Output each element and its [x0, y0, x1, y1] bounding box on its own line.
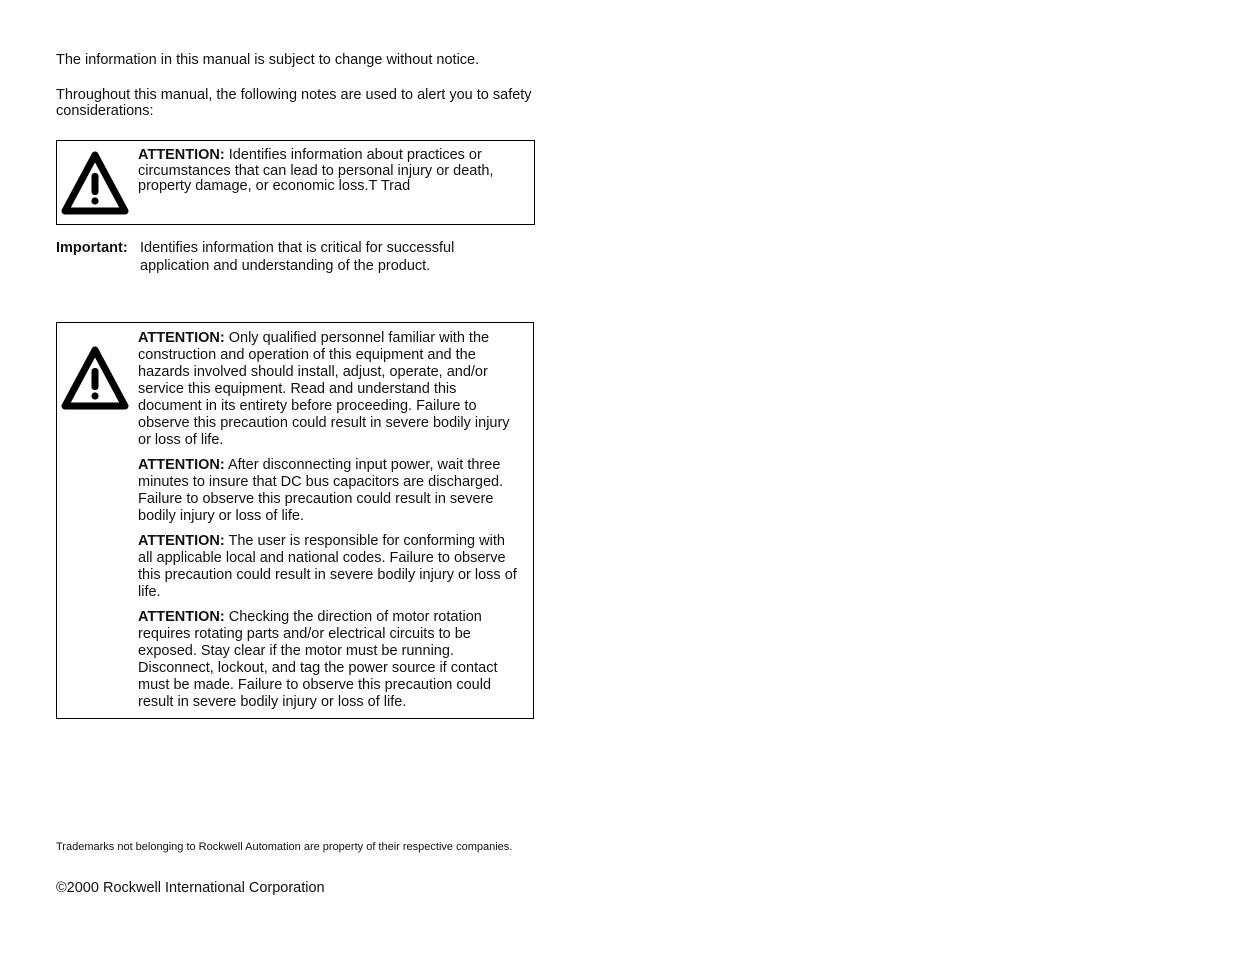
attention-definition-text: [138, 148, 518, 195]
attention-label: ATTENTION:: [138, 457, 225, 473]
attention-label: ATTENTION:: [138, 147, 225, 163]
attention-definition-body: Identifies information about practices or circumstances that can lead to personal injury or death, property damage, or economic loss.T Trad: [138, 147, 494, 194]
warning-triangle-icon: [61, 344, 129, 412]
warning-triangle-icon: [61, 149, 129, 217]
attention-label: ATTENTION:: [138, 609, 225, 625]
attention-warnings-box: [56, 322, 534, 719]
attention-label: ATTENTION:: [138, 330, 225, 346]
attention-paragraph-body: The user is responsible for conforming with all applicable local and national codes. Failure to observe this precaution could result in severe bodily injury or loss of life.: [138, 533, 517, 600]
important-label: Important:: [56, 240, 128, 256]
attention-warnings-text: [138, 330, 518, 719]
attention-paragraph-body: Only qualified personnel familiar with the construction and operation of this equipment and the hazards involved should install, adjust, operate, and/or service this equipment. Read and understand this document in its entirety before proceeding. Failure to observe this precaution could result in severe bodily injury or loss of life.: [138, 330, 510, 448]
important-body: Identifies information that is critical for successful application and understanding of the product.: [140, 240, 455, 274]
attention-label: ATTENTION:: [138, 533, 225, 549]
attention-paragraph-dc-bus: [138, 457, 518, 525]
attention-paragraph-qualified-personnel: [138, 330, 518, 449]
attention-paragraph-body: Checking the direction of motor rotation requires rotating parts and/or electrical circuits to be exposed. Stay clear if the motor must be running. Disconnect, lockout, and tag the power source if contact must be made. Failure to observe this precaution could result in severe bodily injury or loss of life.: [138, 609, 498, 710]
attention-paragraph-motor-rotation: [138, 609, 518, 711]
attention-definition-box: [56, 140, 535, 225]
copyright-notice: ©2000 Rockwell International Corporation: [56, 880, 325, 896]
change-notice: The information in this manual is subject to change without notice.: [56, 52, 480, 68]
attention-paragraph-body: After disconnecting input power, wait three minutes to insure that DC bus capacitors are discharged. Failure to observe this precaution could result in severe bodily injury or loss of life.: [138, 457, 504, 524]
safety-intro: Throughout this manual, the following notes are used to alert you to safety considerations:: [56, 87, 532, 119]
attention-paragraph-codes: [138, 533, 518, 601]
trademark-notice: Trademarks not belonging to Rockwell Automation are property of their respective companies.: [56, 841, 513, 853]
